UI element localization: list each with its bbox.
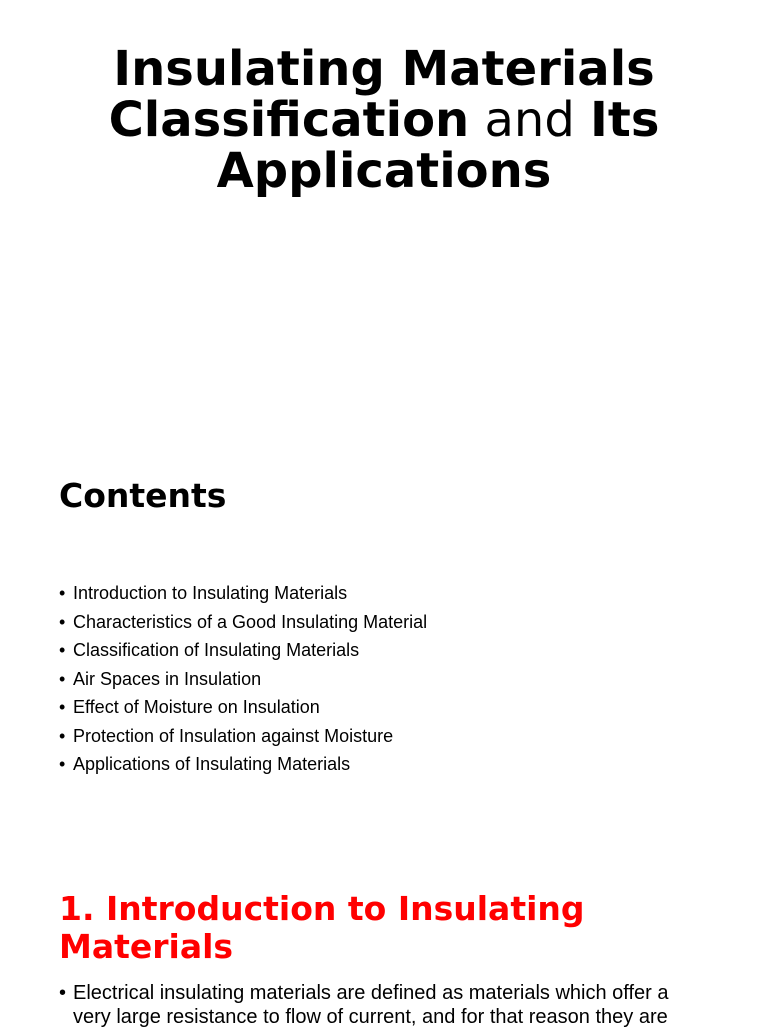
list-item: • Applications of Insulating Materials: [59, 750, 719, 779]
list-item: • Characteristics of a Good Insulating Material: [59, 608, 719, 637]
list-item: • Protection of Insulation against Moisture: [59, 722, 719, 751]
contents-heading: Contents: [59, 476, 227, 515]
list-item: • Introduction to Insulating Materials: [59, 579, 719, 608]
section-body: [59, 981, 689, 1029]
bullet-icon: •: [59, 725, 66, 746]
list-item: • Air Spaces in Insulation: [59, 665, 719, 694]
bullet-icon: •: [59, 640, 66, 660]
bullet-icon: •: [59, 668, 66, 689]
bullet-icon: •: [59, 754, 66, 774]
bullet-icon: •: [59, 611, 66, 632]
bullet-icon: •: [59, 982, 67, 1004]
title-line-2: Classification and Its: [108, 92, 660, 148]
bullet-icon: •: [59, 583, 66, 603]
list-item: • Classification of Insulating Materials: [59, 636, 719, 665]
title-line-3: Applications: [216, 143, 552, 199]
title-line-1: Insulating Materials: [113, 41, 655, 97]
document-title: [0, 41, 768, 199]
paragraph-bullet: • Electrical insulating materials are defined as materials which offer a very large resistance to flow of current, and for that reason they are: [59, 982, 669, 1028]
bullet-icon: •: [59, 697, 66, 717]
contents-list: [59, 579, 719, 779]
list-item: • Effect of Moisture on Insulation: [59, 693, 719, 722]
section-heading: 1. Introduction to Insulating Materials: [59, 889, 585, 966]
